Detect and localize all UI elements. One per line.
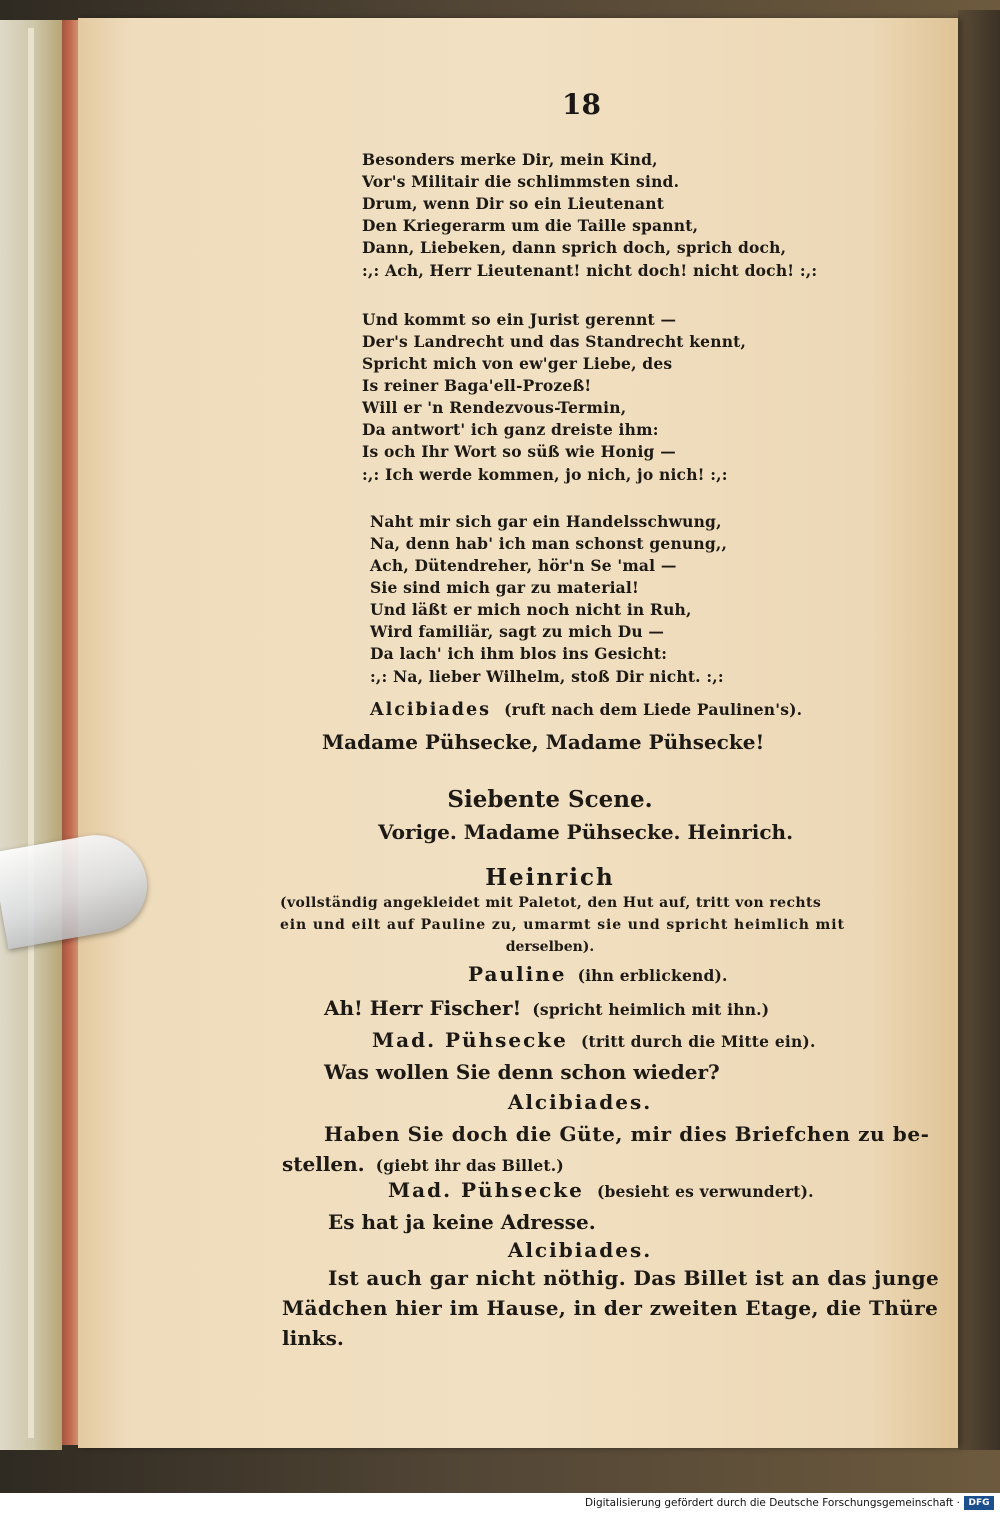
stage-direction: (ruft nach dem Liede Paulinen's).	[504, 700, 803, 719]
verse-refrain: :,: Ach, Herr Lieutenant! nicht doch! nicht doch! :,:	[362, 261, 818, 280]
speaker-name: Alcibiades	[370, 700, 491, 720]
speaker-line	[388, 1178, 814, 1202]
verse-line: Vor's Militair die schlimmsten sind.	[362, 172, 680, 191]
verse-line: Na, denn hab' ich man schonst genung,,	[370, 534, 728, 553]
dialogue-line: Mädchen hier im Hause, in der zweiten Etage, die Thüre	[282, 1296, 939, 1320]
verse-line: Will er 'n Rendezvous-Termin,	[362, 398, 627, 417]
verse-line: Spricht mich von ew'ger Liebe, des	[362, 354, 673, 373]
binding-shadow	[958, 10, 1000, 1450]
stage-direction: (spricht heimlich mit ihn.)	[532, 1000, 770, 1019]
dialogue-line: Was wollen Sie denn schon wieder?	[324, 1060, 720, 1084]
verse-line: Den Kriegerarm um die Taille spannt,	[362, 216, 699, 235]
stage-direction: (besieht es verwundert).	[596, 1182, 814, 1201]
verse-refrain: :,: Na, lieber Wilhelm, stoß Dir nicht. :,:	[370, 667, 724, 686]
verse-line: Is och Ihr Wort so süß wie Honig —	[362, 442, 676, 461]
speaker-name: Alcibiades.	[507, 1090, 653, 1114]
scene-cast: Vorige. Madame Pühsecke. Heinrich.	[378, 820, 794, 844]
verse-line: Und kommt so ein Jurist gerennt —	[362, 310, 677, 329]
stage-direction: ein und eilt auf Pauline zu, umarmt sie und spricht heimlich mit	[280, 917, 845, 933]
stage-direction: (giebt ihr das Billet.)	[375, 1156, 564, 1175]
dialogue-line: Ist auch gar nicht nöthig. Das Billet ist an das junge	[328, 1266, 940, 1290]
cover-edge	[28, 28, 34, 1438]
speaker-name: Mad. Pühsecke	[388, 1178, 584, 1202]
verse-line: Ach, Dütendreher, hör'n Se 'mal —	[370, 556, 677, 575]
scene-title: Siebente Scene.	[447, 786, 653, 813]
speaker-name: Pauline	[468, 962, 567, 986]
dialogue-line: Haben Sie doch die Güte, mir dies Briefchen zu be-	[324, 1122, 930, 1146]
dfg-logo: DFG	[964, 1496, 994, 1510]
dialogue-line: links.	[282, 1326, 344, 1350]
verse-line: Naht mir sich gar ein Handelsschwung,	[370, 512, 722, 531]
dialogue-line: Madame Pühsecke, Madame Pühsecke!	[322, 730, 765, 754]
verse-line: Der's Landrecht und das Standrecht kennt,	[362, 332, 747, 351]
speaker-line	[468, 962, 728, 986]
dialogue-line	[282, 1152, 564, 1176]
stage-direction: (vollständig angekleidet mit Paletot, den Hut auf, tritt von rechts	[280, 895, 822, 911]
dialogue-text: Ah! Herr Fischer!	[324, 996, 522, 1020]
verse-line: Da lach' ich ihm blos ins Gesicht:	[370, 644, 668, 663]
dialogue-line: Es hat ja keine Adresse.	[328, 1210, 596, 1234]
verse-line: Besonders merke Dir, mein Kind,	[362, 150, 658, 169]
speaker-name: Alcibiades.	[507, 1238, 653, 1262]
dialogue-line	[324, 996, 769, 1020]
speaker-line	[372, 1028, 816, 1052]
page-number: 18	[562, 88, 601, 121]
speaker-name: Heinrich	[485, 864, 615, 891]
verse-line: Drum, wenn Dir so ein Lieutenant	[362, 194, 665, 213]
verse-line: Wird familiär, sagt zu mich Du —	[370, 622, 665, 641]
speaker-line	[370, 700, 802, 720]
verse-refrain: :,: Ich werde kommen, jo nich, jo nich! :,:	[362, 465, 728, 484]
verse-line: Da antwort' ich ganz dreiste ihm:	[362, 420, 659, 439]
dialogue-text: stellen.	[282, 1152, 365, 1176]
stage-direction: (ihn erblickend).	[577, 966, 728, 985]
verse-line: Dann, Liebeken, dann sprich doch, sprich doch,	[362, 238, 787, 257]
stage-direction: derselben).	[505, 939, 595, 955]
footer-credit: Digitalisierung gefördert durch die Deutsche Forschungsgemeinschaft ·	[584, 1497, 960, 1509]
verse-line: Sie sind mich gar zu material!	[370, 578, 640, 597]
stage-direction: (tritt durch die Mitte ein).	[580, 1032, 816, 1051]
speaker-name: Mad. Pühsecke	[372, 1028, 568, 1052]
verse-line: Und läßt er mich noch nicht in Ruh,	[370, 600, 692, 619]
verse-line: Is reiner Baga'ell-Prozeß!	[362, 376, 592, 395]
